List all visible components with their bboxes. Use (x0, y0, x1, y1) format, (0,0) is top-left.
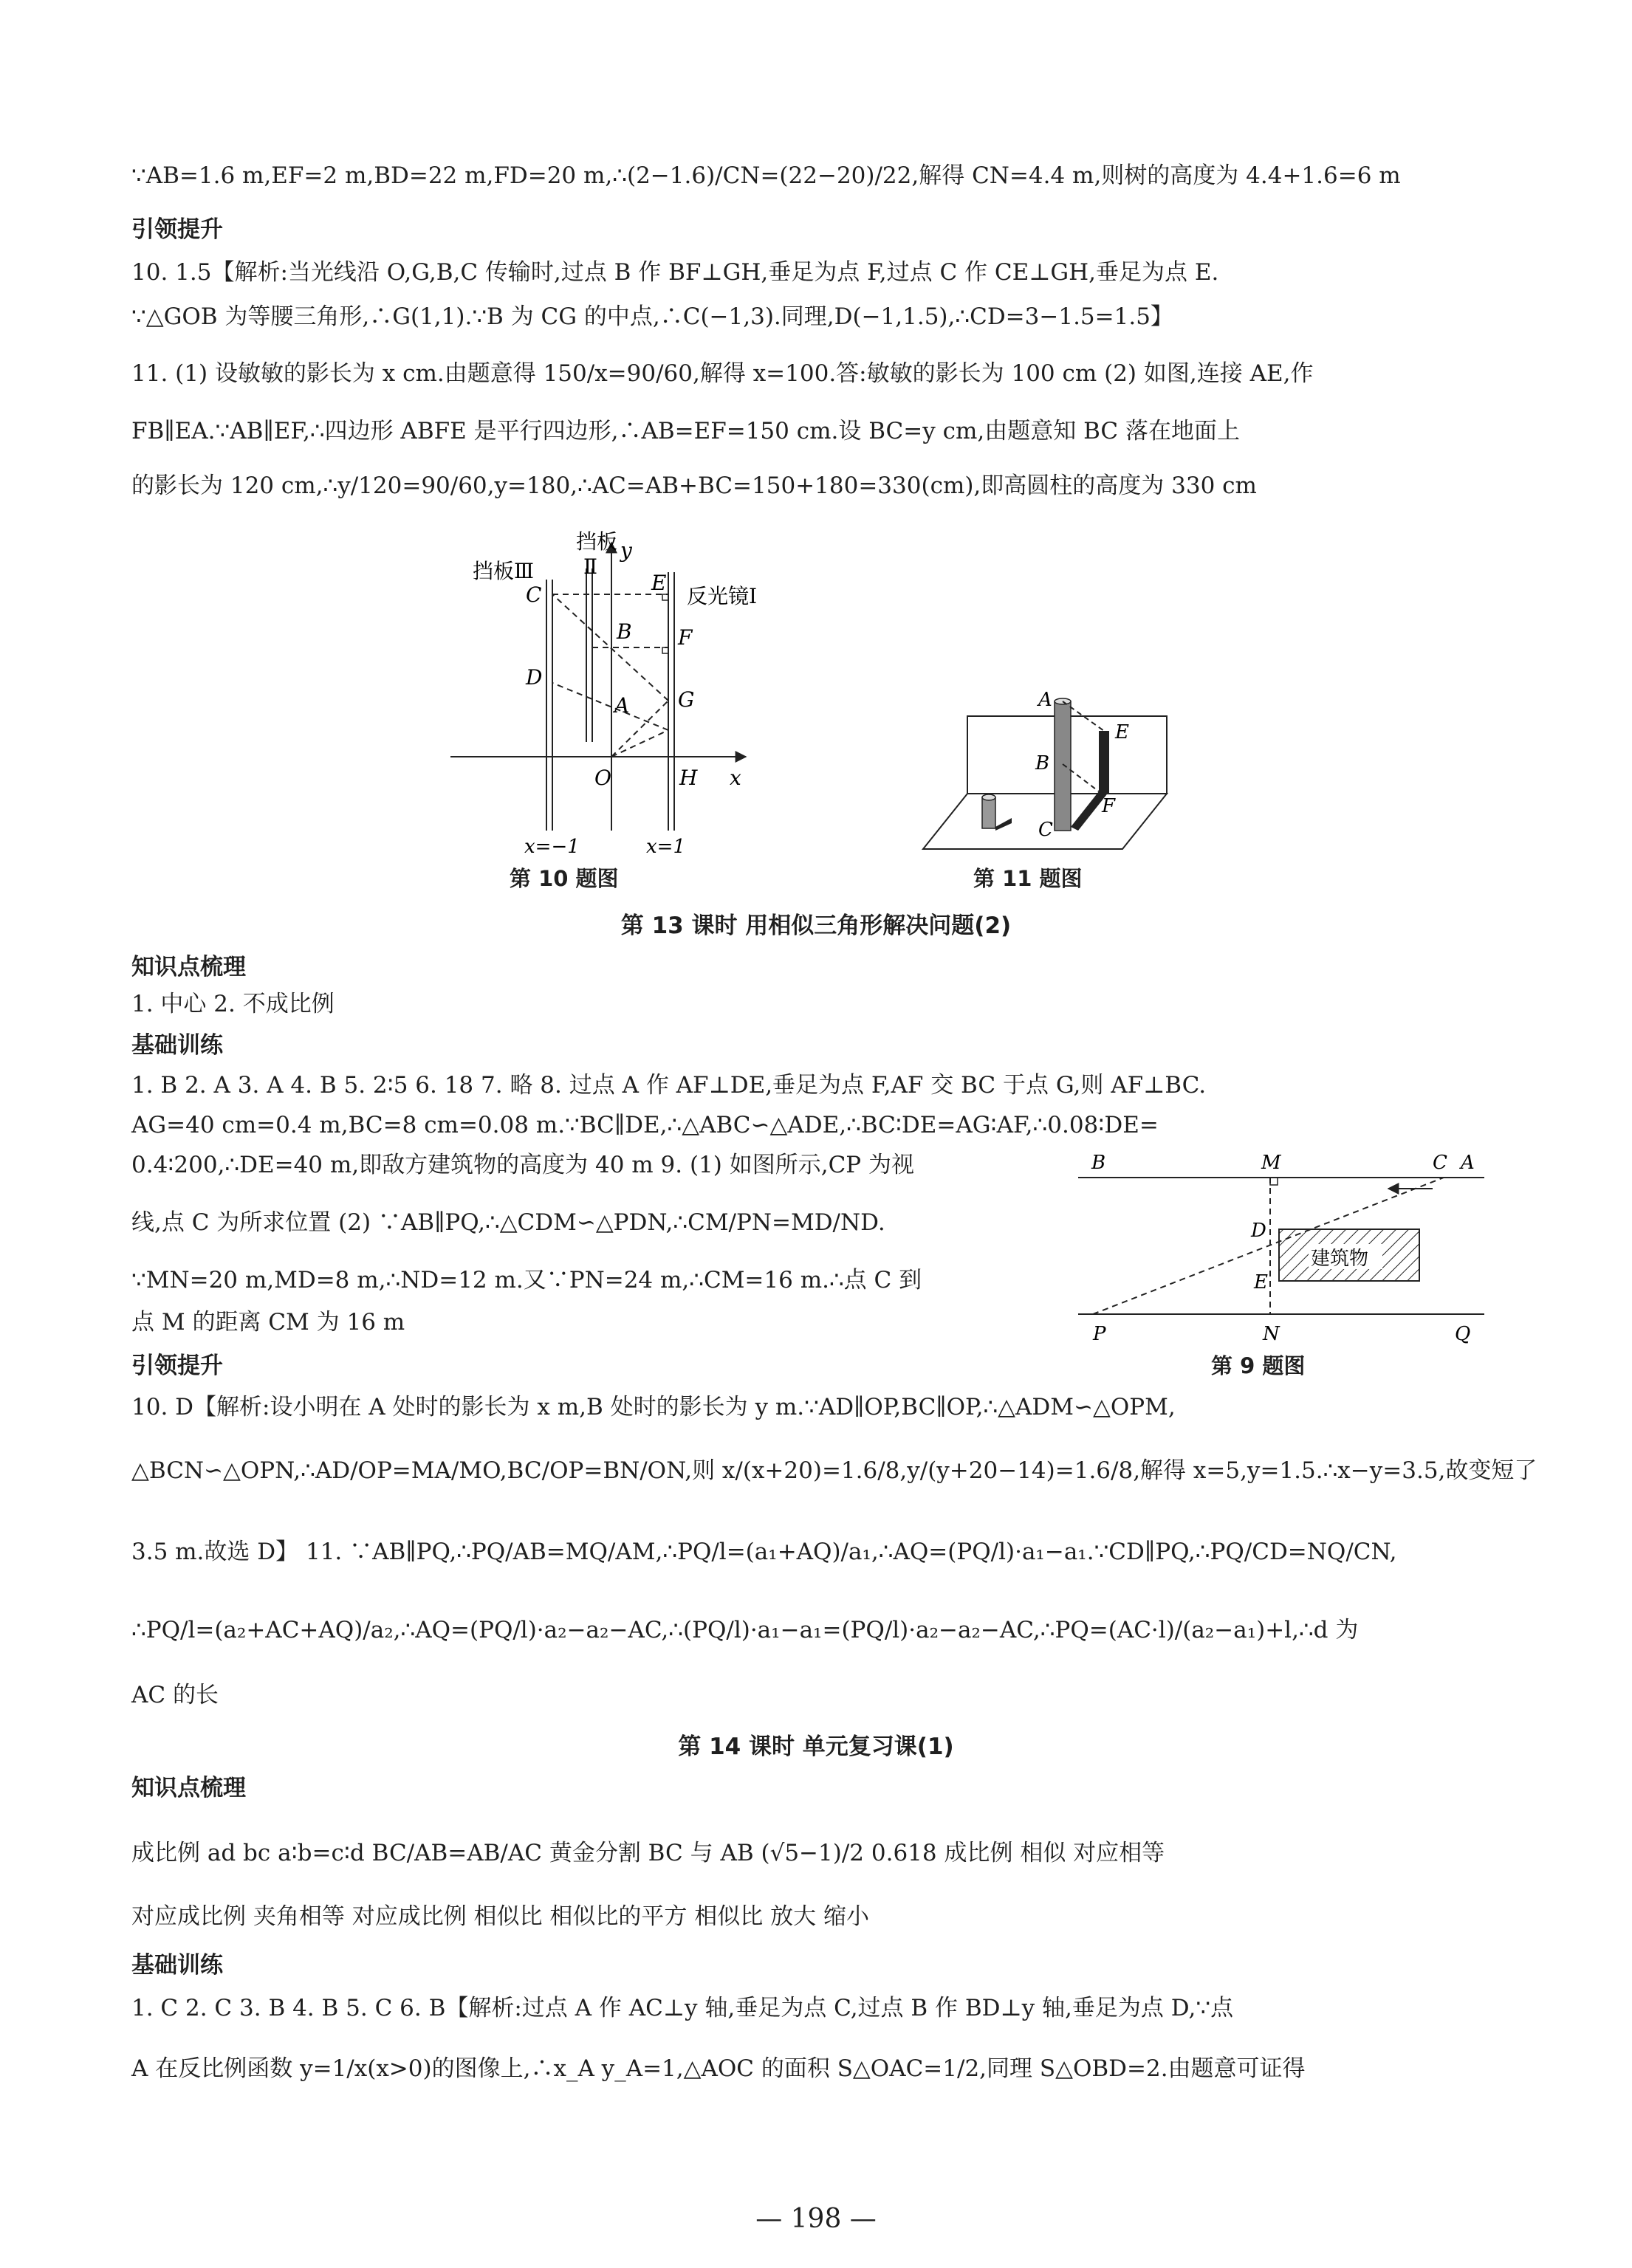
answer-11-line1: 3.5 m.故选 D】 11. ∵AB∥PQ,∴PQ/AB=MQ/AM,∴PQ/l=(a₁+AQ)/a₁,∴AQ=(PQ/l)·a₁−a₁.∵CD∥PQ,∴PQ/CD=NQ/CN, (131, 1539, 1397, 1565)
page-number: — 198 — (755, 2204, 877, 2234)
label-E: E (1115, 721, 1129, 743)
label-E: E (651, 571, 667, 595)
label-M: M (1261, 1152, 1281, 1174)
lesson-14-title: 第 14 课时 单元复习课(1) (678, 1733, 954, 1760)
knowledge-line2: 对应成比例 夹角相等 对应成比例 相似比 相似比的平方 相似比 放大 缩小 (131, 1903, 869, 1930)
label-F: F (1102, 795, 1116, 817)
basic-line4: 线,点 C 为所求位置 (2) ∵AB∥PQ,∴△CDM∽△PDN,∴CM/PN=MD/ND. (131, 1209, 885, 1236)
answer-10-line2: ∵△GOB 为等腰三角形,∴G(1,1).∵B 为 CG 的中点,∴C(−1,3).同理,D(−1,1.5),∴CD=3−1.5=1.5】 (131, 303, 1173, 330)
answer-11-line2: ∴PQ/l=(a₂+AC+AQ)/a₂,∴AQ=(PQ/l)·a₂−a₂−AC,∴(PQ/l)·a₁−a₁=(PQ/l)·a₂−a₂−AC,∴PQ=(AC·l)/(a₂−a₁)+l,∴d 为 (131, 1617, 1359, 1643)
knowledge-answers: 1. 中心 2. 不成比例 (131, 991, 335, 1017)
answer-11-line2: FB∥EA.∵AB∥EF,∴四边形 ABFE 是平行四边形,∴AB=EF=150 cm.设 BC=y cm,由题意知 BC 落在地面上 (131, 418, 1241, 444)
label-mirror: 反光镜Ⅰ (687, 584, 758, 608)
label-G: G (678, 687, 695, 712)
label-shield-2-num: Ⅱ (583, 554, 598, 579)
label-shield-3: 挡板Ⅲ (473, 559, 535, 583)
label-x-1: x=1 (646, 836, 685, 858)
section-heading: 引领提升 (131, 216, 223, 243)
section-heading: 基础训练 (131, 1952, 223, 1979)
basic-line2: A 在反比例函数 y=1/x(x>0)的图像上,∴x_A y_A=1,△AOC 的面积 S△OAC=1/2,同理 S△OBD=2.由题意可证得 (131, 2055, 1306, 2082)
section-heading: 基础训练 (131, 1032, 223, 1059)
label-D: D (526, 665, 543, 690)
label-E: E (1254, 1271, 1268, 1293)
label-B: B (1035, 752, 1050, 774)
label-building: 建筑物 (1311, 1248, 1369, 1270)
answer-10-line1: 10. 1.5【解析:当光线沿 O,G,B,C 传输时,过点 B 作 BF⊥GH,垂足为点 F,过点 C 作 CE⊥GH,垂足为点 E. (131, 259, 1219, 286)
answer-11-line1: 11. (1) 设敏敏的影长为 x cm.由题意得 150/x=90/60,解得 x=100.答:敏敏的影长为 100 cm (2) 如图,连接 AE,作 (131, 360, 1314, 387)
basic-line5: ∵MN=20 m,MD=8 m,∴ND=12 m.又∵PN=24 m,∴CM=16 m.∴点 C 到 (131, 1267, 922, 1293)
basic-line6: 点 M 的距离 CM 为 16 m (131, 1309, 405, 1336)
answer-11-line3: AC 的长 (131, 1682, 219, 1708)
label-P: P (1093, 1323, 1106, 1345)
figure-9 (1071, 1141, 1492, 1347)
axis-y-label: y (620, 538, 632, 563)
text-line: ∵AB=1.6 m,EF=2 m,BD=22 m,FD=20 m,∴(2−1.6)/CN=(22−20)/22,解得 CN=4.4 m,则树的高度为 4.4+1.6=6 m (131, 162, 1401, 189)
figure-11 (908, 679, 1174, 860)
label-O: O (594, 766, 611, 790)
answer-10-line1: 10. D【解析:设小明在 A 处时的影长为 x m,B 处时的影长为 y m.∵AD∥OP,BC∥OP,∴△ADM∽△OPM, (131, 1394, 1176, 1420)
basic-line2: AG=40 cm=0.4 m,BC=8 cm=0.08 m.∵BC∥DE,∴△ABC∽△ADE,∴BC∶DE=AG∶AF,∴0.08∶DE= (131, 1112, 1159, 1138)
label-H: H (679, 766, 698, 790)
figure-9-caption: 第 9 题图 (1211, 1353, 1306, 1378)
answer-10-line2: △BCN∽△OPN,∴AD/OP=MA/MO,BC/OP=BN/ON,则 x/(x+20)=1.6/8,y/(y+20−14)=1.6/8,解得 x=5,y=1.5.∴x−y=3.5,故变短了 (131, 1457, 1537, 1484)
label-A: A (614, 693, 630, 718)
figure-10 (443, 520, 761, 860)
basic-line1: 1. C 2. C 3. B 4. B 5. C 6. B【解析:过点 A 作 AC⊥y 轴,垂足为点 C,过点 B 作 BD⊥y 轴,垂足为点 D,∵点 (131, 1995, 1234, 2021)
label-C: C (1433, 1152, 1447, 1174)
label-Q: Q (1455, 1323, 1471, 1345)
label-A: A (1461, 1152, 1475, 1174)
label-shield-2-top: 挡板 (576, 529, 618, 554)
label-B: B (617, 619, 632, 644)
basic-line1: 1. B 2. A 3. A 4. B 5. 2∶5 6. 18 7. 略 8. 过点 A 作 AF⊥DE,垂足为点 F,AF 交 BC 于点 G,则 AF⊥BC. (131, 1072, 1207, 1099)
section-heading: 知识点梳理 (131, 954, 246, 980)
basic-line3: 0.4∶200,∴DE=40 m,即敌方建筑物的高度为 40 m 9. (1) 如图所示,CP 为视 (131, 1152, 915, 1178)
label-x-neg1: x=−1 (524, 836, 580, 858)
answer-11-line3: 的影长为 120 cm,∴y/120=90/60,y=180,∴AC=AB+BC=150+180=330(cm),即高圆柱的高度为 330 cm (131, 472, 1257, 499)
label-F: F (678, 625, 693, 650)
label-C: C (1038, 819, 1053, 841)
section-heading: 引领提升 (131, 1353, 223, 1379)
label-B: B (1091, 1152, 1106, 1174)
figure-10-caption: 第 10 题图 (510, 866, 619, 891)
label-D: D (1251, 1220, 1266, 1242)
figure-11-caption: 第 11 题图 (973, 866, 1083, 891)
label-A: A (1038, 689, 1052, 711)
knowledge-line1: 成比例 ad bc a∶b=c∶d BC/AB=AB/AC 黄金分割 BC 与 AB (√5−1)/2 0.618 成比例 相似 对应相等 (131, 1840, 1165, 1866)
section-heading: 知识点梳理 (131, 1775, 246, 1801)
label-N: N (1263, 1323, 1280, 1345)
lesson-13-title: 第 13 课时 用相似三角形解决问题(2) (620, 913, 1012, 939)
axis-x-label: x (730, 766, 741, 790)
label-C: C (526, 583, 542, 607)
